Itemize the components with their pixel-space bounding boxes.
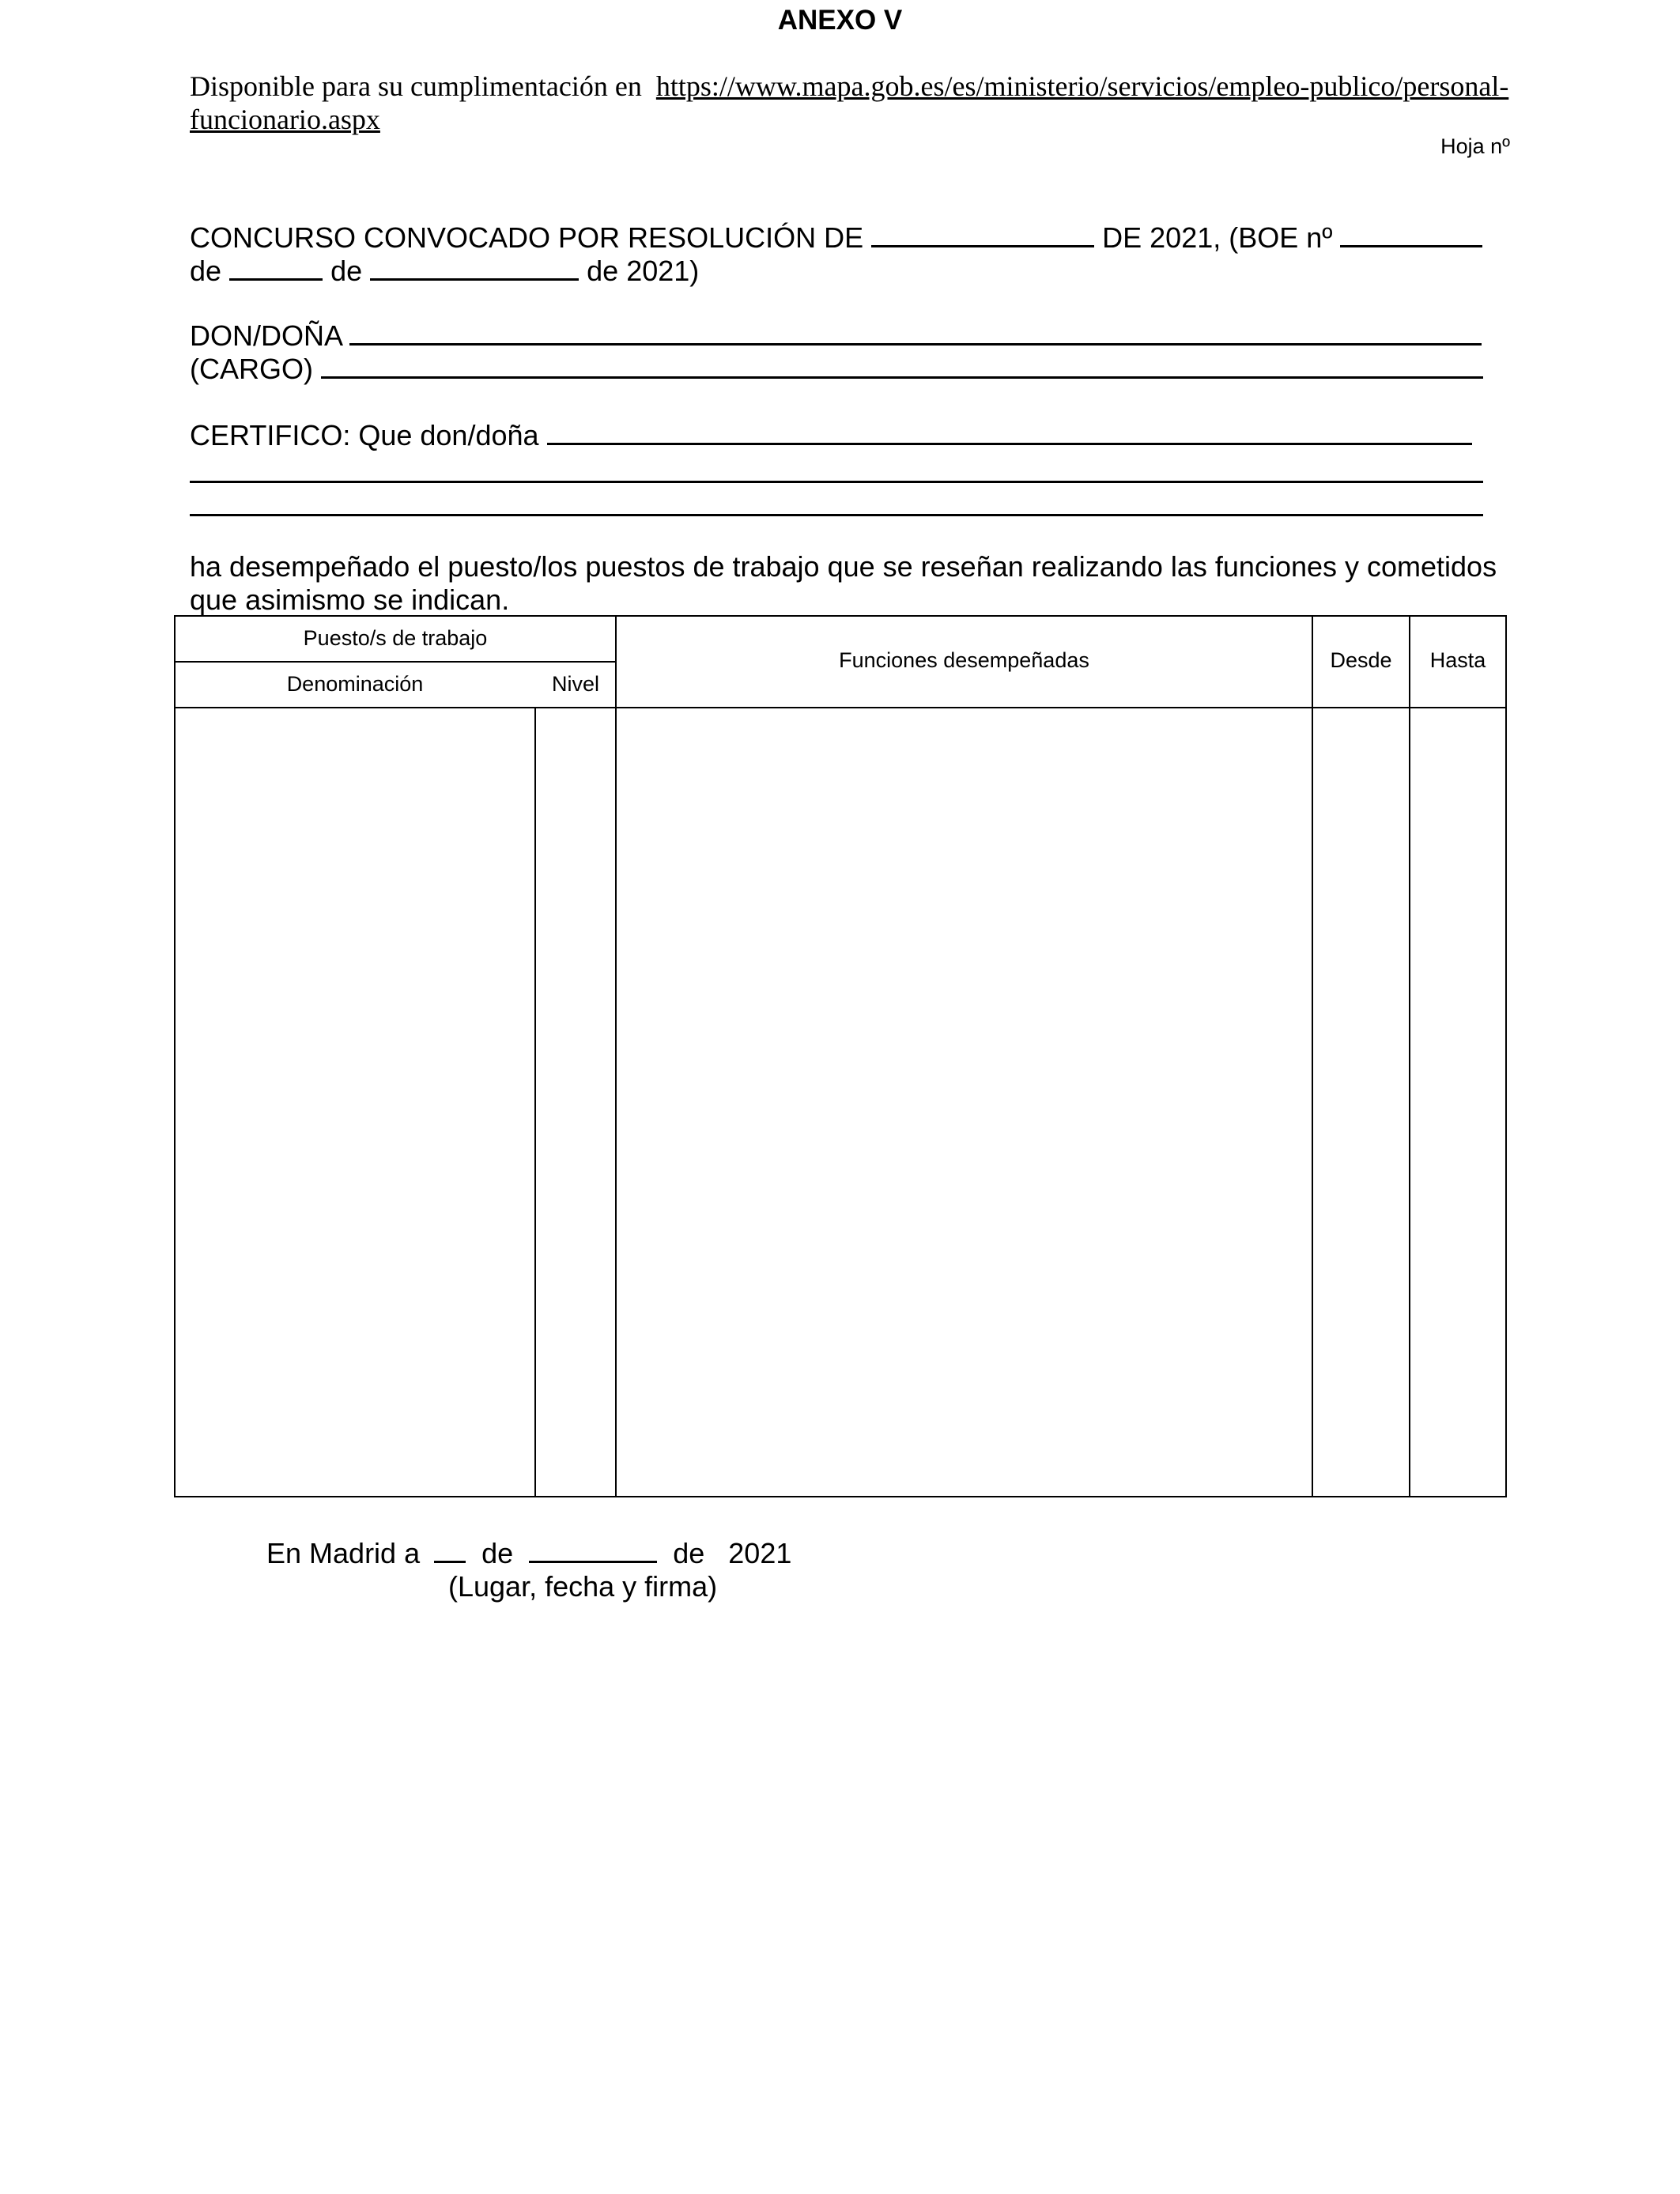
col-header-funciones: Funciones desempeñadas [839, 648, 1089, 672]
signature-note: (Lugar, fecha y firma) [448, 1570, 718, 1603]
de-label: de [330, 255, 363, 287]
job-positions-table [174, 615, 1507, 1497]
form-url-link[interactable]: https://www.mapa.gob.es/es/ministerio/servicios/empleo-publico/personal- [655, 70, 1509, 102]
statement-line-1: ha desempeñado el puesto/los puestos de trabajo que se reseñan realizando las funciones y cometidos [190, 550, 1497, 583]
footer-date-line [266, 1537, 791, 1570]
resolution-date-field[interactable] [871, 221, 1094, 247]
de-label: de [190, 255, 222, 287]
statement-line-2: que asimismo se indican. [190, 583, 510, 616]
position-field[interactable] [321, 353, 1483, 379]
de-label: de [673, 1537, 705, 1569]
document-title: ANEXO V [777, 5, 903, 36]
year-label: de 2021) [587, 255, 700, 287]
certifico-line [190, 419, 1472, 452]
name-field[interactable] [349, 319, 1482, 346]
certified-name-line-2[interactable] [190, 481, 1483, 483]
desde-entry-cell[interactable] [1313, 708, 1409, 1496]
month-field[interactable] [529, 1537, 657, 1563]
availability-prefix: Disponible para su cumplimentación en [190, 70, 642, 102]
funciones-entry-cell[interactable] [617, 708, 1312, 1496]
boe-number-field[interactable] [1340, 221, 1482, 247]
place-label: En Madrid a [266, 1537, 421, 1569]
de-label: de [481, 1537, 514, 1569]
col-header-denominacion: Denominación [286, 672, 424, 696]
concurso-text: CONCURSO CONVOCADO POR RESOLUCIÓN DE [190, 221, 864, 254]
year-value: 2021 [728, 1537, 792, 1569]
cargo-line [190, 353, 1483, 386]
day-field[interactable] [434, 1537, 466, 1563]
col-header-desde: Desde [1330, 648, 1392, 672]
concurso-date-line [190, 255, 699, 288]
availability-line [190, 70, 1508, 103]
certifico-label: CERTIFICO: Que don/doña [190, 419, 539, 451]
concurso-year-text: DE 2021, (BOE nº [1102, 221, 1333, 254]
col-header-nivel: Nivel [551, 672, 599, 696]
group-header-puestos: Puesto/s de trabajo [303, 626, 488, 650]
certified-name-field[interactable] [547, 419, 1472, 445]
nivel-entry-cell[interactable] [536, 708, 615, 1496]
hasta-entry-cell[interactable] [1410, 708, 1505, 1496]
cargo-label: (CARGO) [190, 353, 313, 385]
don-label: DON/DOÑA [190, 319, 342, 352]
denominacion-entry-cell[interactable] [176, 708, 534, 1496]
boe-month-field[interactable] [370, 255, 579, 281]
boe-day-field[interactable] [229, 255, 323, 281]
group-header-divider [176, 661, 615, 663]
col-header-hasta: Hasta [1429, 648, 1486, 672]
sheet-number-label: Hoja nº [1440, 134, 1510, 158]
concurso-line [190, 221, 1482, 255]
certified-name-line-3[interactable] [190, 514, 1483, 516]
form-url-link-continuation[interactable]: funcionario.aspx [190, 104, 380, 135]
don-line [190, 319, 1482, 353]
